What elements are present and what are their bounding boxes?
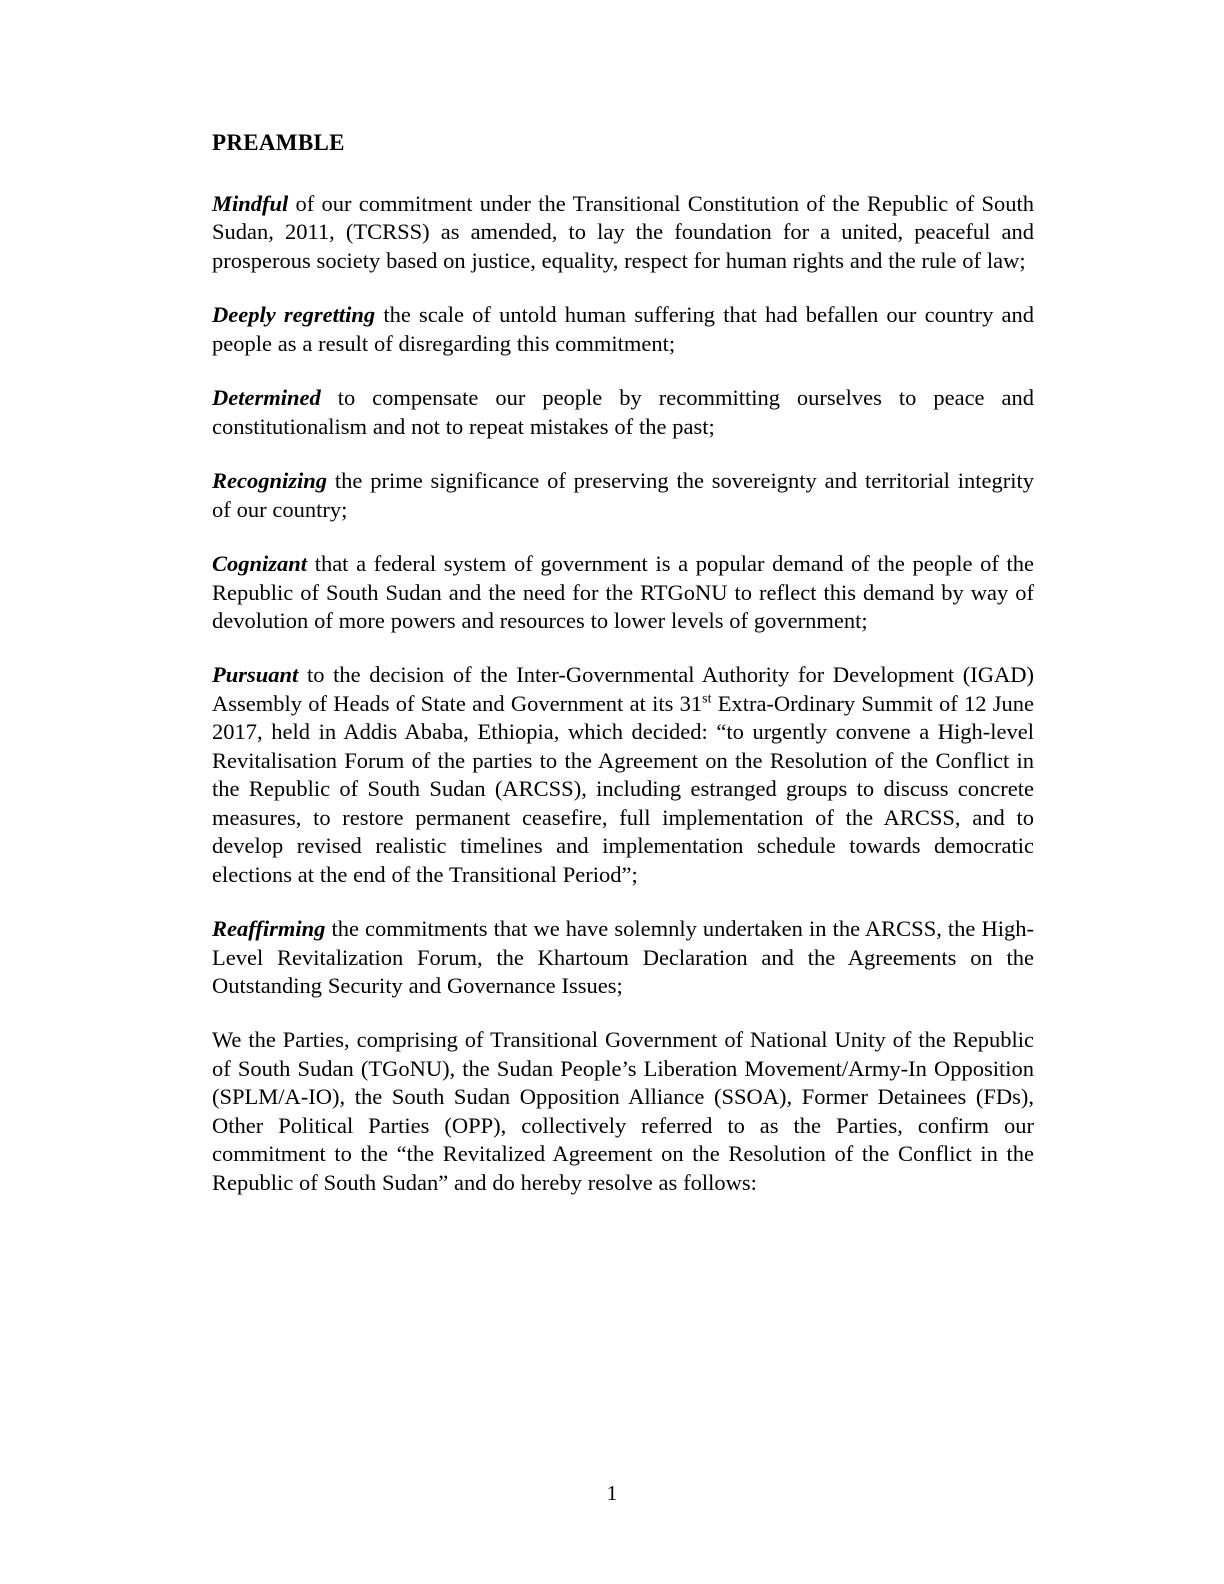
paragraph-pursuant [212, 661, 1034, 889]
paragraph-body: that a federal system of government is a popular demand of the people of the Republic of South Sudan and the need for the RTGoNU to reflect this demand by way of devolution of more powers and resources to lower levels of government; [212, 551, 1034, 633]
paragraph-lead-in: Pursuant [212, 662, 299, 688]
paragraph-cognizant [212, 550, 1034, 635]
paragraph-body: to compensate our people by recommitting ourselves to peace and constitutionalism and not to repeat mistakes of the past; [212, 385, 1034, 439]
paragraph-lead-in: Cognizant [212, 551, 308, 577]
page-title: PREAMBLE [212, 130, 345, 155]
paragraph-body: the scale of untold human suffering that had befallen our country and people as a result of disregarding this commitment; [212, 302, 1034, 356]
page-number: 1 [606, 1481, 618, 1505]
paragraph-lead-in: Deeply regretting [212, 302, 376, 328]
paragraph-body-after-ordinal: Extra-Ordinary Summit of 12 June 2017, held in Addis Ababa, Ethiopia, which decided: “to urgently convene a High-level Revitalisation Forum of the parties to the Agreement on the Resolution of the Conflict in the Republic of South Sudan (ARCSS), including estranged groups to discuss concrete measures, to restore permanent ceasefire, full implementation of the ARCSS, and to develop revised realistic timelines and implementation schedule towards democratic elections at the end of the Transitional Period”; [212, 690, 1035, 887]
paragraph-reaffirming [212, 915, 1034, 1000]
paragraph-body: the prime significance of preserving the sovereignty and territorial integrity of our country; [212, 468, 1034, 522]
paragraph-mindful [212, 190, 1034, 275]
ordinal-suffix: st [702, 691, 712, 707]
paragraph-lead-in: Reaffirming [212, 916, 326, 942]
paragraph-deeply-regretting [212, 301, 1034, 358]
paragraph-body: the commitments that we have solemnly undertaken in the ARCSS, the High-Level Revitalization Forum, the Khartoum Declaration and the Agreements on the Outstanding Security and Governance Issues; [212, 916, 1034, 998]
paragraph-lead-in: Recognizing [212, 468, 328, 494]
paragraph-we-the-parties [212, 1026, 1034, 1197]
paragraph-determined [212, 384, 1034, 441]
paragraph-body-before-ordinal: to the decision of the Inter-Governmental Authority for Development (IGAD) Assembly of Heads of State and Government at its 31 [212, 662, 1034, 716]
paragraph-body: We the Parties, comprising of Transitional Government of National Unity of the Republic of South Sudan (TGoNU), the Sudan People’s Liberation Movement/Army-In Opposition (SPLM/A-IO), the South Sudan Opposition Alliance (SSOA), Former Detainees (FDs), Other Political Parties (OPP), collectively referred to as the Parties, confirm our commitment to the “the Revitalized Agreement on the Resolution of the Conflict in the Republic of South Sudan” and do hereby resolve as follows: [212, 1027, 1034, 1195]
paragraph-lead-in: Mindful [212, 191, 289, 216]
paragraph-recognizing [212, 467, 1034, 524]
paragraph-lead-in: Determined [212, 385, 321, 411]
paragraph-body: of our commitment under the Transitional Constitution of the Republic of South Sudan, 2011, (TCRSS) as amended, to lay the foundation for a united, peaceful and prosperous society based on justice, equality, respect for human rights and the rule of law; [212, 191, 1034, 273]
